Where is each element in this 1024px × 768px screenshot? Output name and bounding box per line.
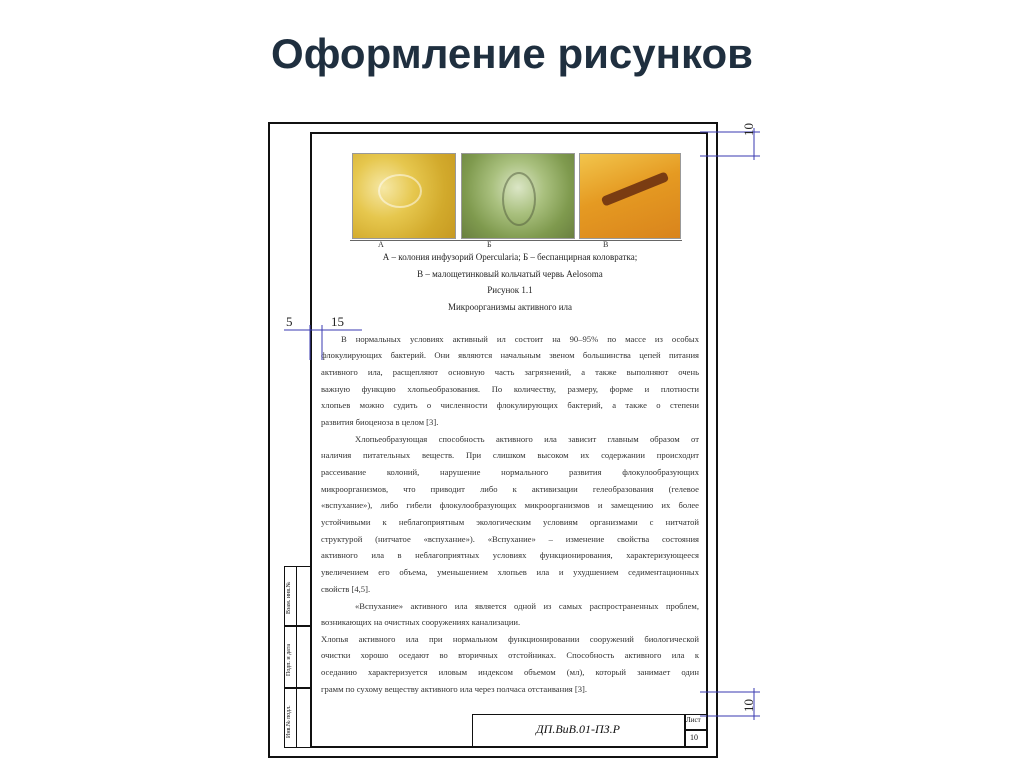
figure-caption-line-1: А – колония инфузорий Opercularia; Б – беспанцирная коловратка; (382, 252, 638, 262)
body-line: свойств [4,5]. (321, 584, 371, 594)
figure-photo-b (461, 153, 575, 239)
body-line: активного ила в неблагоприятных условиях функционирования, характеризующееся (321, 550, 699, 560)
body-line: Хлопья активного ила при нормальном функционировании сооружений биологической (321, 634, 699, 644)
dimension-top: 10 (741, 123, 756, 136)
body-line: флокулирующих бактерий. Они являются начальным звеном большинства цепей питания (321, 350, 699, 360)
body-line: увеличением его объема, уменьшением хлопьев ила и ухудшением седиментационных (321, 567, 699, 577)
body-line: развития биоценоза в целом [3]. (321, 417, 439, 427)
body-line: рассеивание колоний, нарушение нормального развития флокулообразующих (321, 467, 699, 477)
side-field-label: Подп. и дата (286, 643, 292, 676)
sheet-number: 10 (690, 733, 698, 742)
body-line: грамм по сухому веществу активного ила через полчаса отстаивания [3]. (321, 684, 588, 694)
figure-label-a: А (378, 240, 384, 249)
body-line: активного ила, расщепляют основную часть загрязнений, а также выполняют очень (321, 367, 699, 377)
body-line: устойчивыми к неблагоприятным экологическим условиям организмами с нитчатой (321, 517, 699, 527)
body-line: микроорганизмов, что приводит либо к активизации гелеобразования (гелевое (321, 484, 699, 494)
body-line: важную функцию хлопьеобразования. По количеству, размеру, форме и плотности (321, 384, 699, 394)
body-line: «Вспухание» активного ила является одной из самых распространенных проблем, (355, 601, 699, 611)
body-line: В нормальных условиях активный ил состоит на 90–95% по массе из особых (341, 334, 699, 344)
body-line: возникающих на очистных сооружениях канализации. (321, 617, 521, 627)
title-block-divider (684, 729, 708, 731)
figure-caption-line-2: В – малощетинковый кольчатый червь Aelosoma (417, 269, 603, 279)
body-line: очистки хорошо оседают во вторичных отстойниках. Способность активного ила к (321, 650, 699, 660)
side-field-label: Инв.№ подл. (286, 705, 292, 738)
figure-photo-a (352, 153, 456, 239)
side-field-box (296, 626, 310, 688)
body-line: оседанию характеризуется иловым индексом объемом (мл), который занимает один (321, 667, 699, 677)
figure-label-c: В (603, 240, 609, 249)
side-field-box (296, 688, 310, 748)
body-line: хлопьев можно судить о численности флокулирующих бактерий, а также о степени (321, 400, 699, 410)
figure-number: Рисунок 1.1 (487, 285, 533, 295)
figure-name: Микроорганизмы активного ила (447, 302, 572, 312)
slide-title: Оформление рисунков (271, 30, 753, 77)
figure-label-line (350, 240, 682, 241)
body-line: Хлопьеобразующая способность активного ила зависит главным образом от (355, 434, 699, 444)
side-field-box (296, 566, 310, 626)
dimension-left-outer: 5 (286, 314, 293, 329)
figure-photo-c (579, 153, 681, 239)
side-field-label: Взам. инв.№ (286, 581, 292, 614)
dimension-bottom: 10 (741, 699, 756, 712)
figure-label-b: Б (487, 240, 492, 249)
dimension-left-inner: 15 (331, 314, 344, 329)
body-line: наличия питательных веществ. При слишком высоком их содержании происходит (321, 450, 699, 460)
document-code: ДП.ВиВ.01-ПЗ.Р (536, 722, 620, 736)
body-line: «вспухание»), либо гибели флокулообразующих микроорганизмов и замещению их более (321, 500, 699, 510)
body-line: структурой (нитчатое «вспухание»). «Вспухание» – изменение свойства состояния (321, 534, 699, 544)
sheet-label: Лист (686, 716, 701, 724)
